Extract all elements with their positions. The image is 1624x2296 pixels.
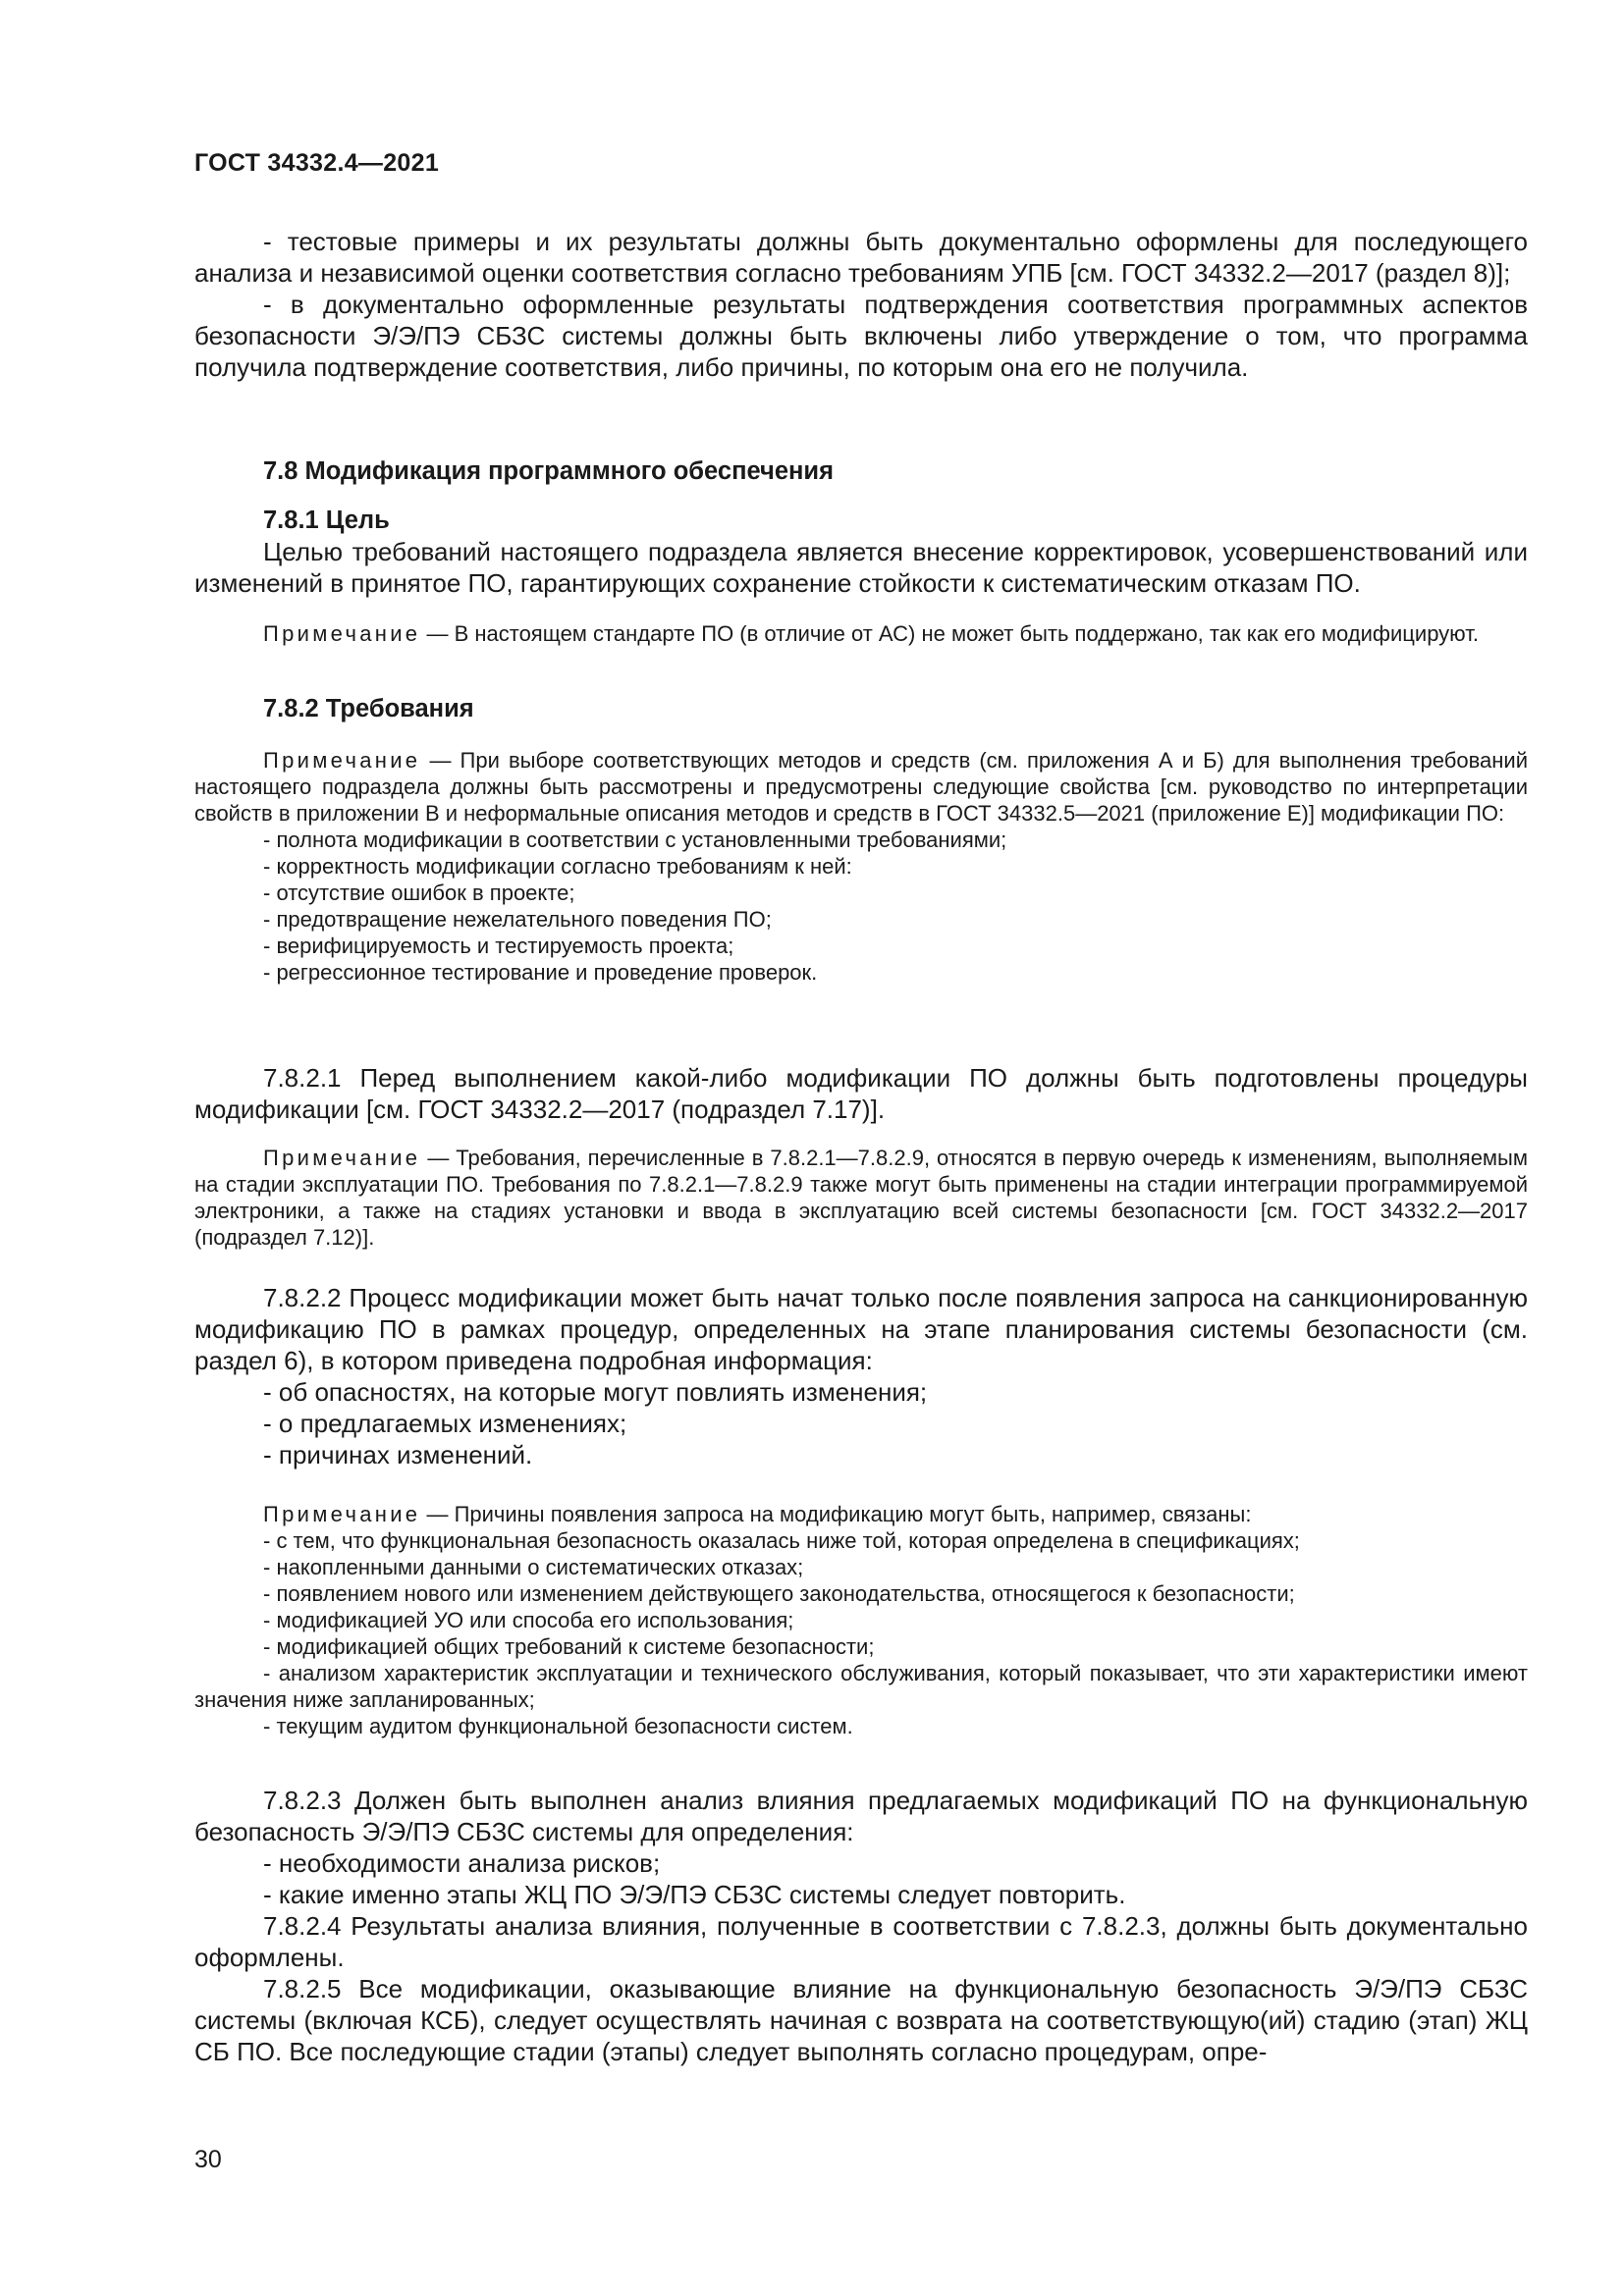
paragraph-7-8-2-4: 7.8.2.4 Результаты анализа влияния, полученные в соответствии с 7.8.2.3, должны быть документально оформлены. bbox=[194, 1911, 1528, 1972]
note-text: — Причины появления запроса на модификацию могут быть, например, связаны: bbox=[420, 1502, 1252, 1526]
paragraph-7-8-2-5: 7.8.2.5 Все модификации, оказывающие влияние на функциональную безопасность Э/Э/ПЭ СБЗС системы (включая КСБ), следует осуществлять начиная с возврата на соответствующую(ий) стадию (этап) ЖЦ СБ ПО. Все последующие стадии (этапы) следует выполнять согласно процедурам, опре- bbox=[194, 1974, 1528, 2066]
clause-7-8-2-1 bbox=[194, 1062, 1528, 1125]
list-item: - корректность модификации согласно требованиям к ней: bbox=[263, 854, 852, 879]
list-item: - текущим аудитом функциональной безопасности систем. bbox=[263, 1714, 853, 1738]
section-heading-7-8-1: 7.8.1 Цель bbox=[263, 507, 390, 534]
list-item: - об опасностях, на которые могут повлиять изменения; bbox=[263, 1377, 928, 1407]
section-7-8-1 bbox=[194, 505, 1528, 599]
paragraph-7-8-2-1: 7.8.2.1 Перед выполнением какой-либо модификации ПО должны быть подготовлены процедуры модификации [см. ГОСТ 34332.2—2017 (подраздел 7.17)]. bbox=[194, 1063, 1528, 1124]
note-text: — При выборе соответствующих методов и средств (см. приложения А и Б) для выполнения требований настоящего подраздела должны быть рассмотрены и предусмотрены следующие свойства [см. руководство по интерпретации свойств в приложении В и неформальные описания методов и средств в ГОСТ 34332.5—2021 (приложение Е)] модификации ПО: bbox=[194, 748, 1528, 826]
list-item: - отсутствие ошибок в проекте; bbox=[263, 881, 575, 905]
list-item: - верифицируемость и тестируемость проекта; bbox=[263, 934, 734, 958]
paragraph-confirmation-results: - в документально оформленные результаты подтверждения соответствия программных аспектов безопасности Э/Э/ПЭ СБЗС системы должны быть включены либо утверждение о том, что программа получила подтверждение соответствия, либо причины, по которым она его не получила. bbox=[194, 290, 1528, 382]
list-item: - регрессионное тестирование и проведение проверок. bbox=[263, 960, 818, 985]
note-text: — В настоящем стандарте ПО (в отличие от АС) не может быть поддержано, так как его модифицируют. bbox=[420, 621, 1479, 646]
clauses-7-8-2-3-to-5 bbox=[194, 1785, 1528, 2067]
document-header: ГОСТ 34332.4—2021 bbox=[194, 149, 440, 177]
list-item: - накопленными данными о систематических отказах; bbox=[263, 1555, 804, 1579]
list-item: - какие именно этапы ЖЦ ПО Э/Э/ПЭ СБЗС системы следует повторить. bbox=[263, 1880, 1126, 1909]
section-7-8-2 bbox=[194, 693, 1528, 724]
paragraph-7-8-2-3: 7.8.2.3 Должен быть выполнен анализ влияния предлагаемых модификаций ПО на функциональную безопасность Э/Э/ПЭ СБЗС системы для определения: bbox=[194, 1786, 1528, 1846]
note-text: — Требования, перечисленные в 7.8.2.1—7.8.2.9, относятся в первую очередь к изменениям, выполняемым на стадии эксплуатации ПО. Требования по 7.8.2.1—7.8.2.9 также могут быть применены на стадии интеграции программируемой электроники, а также на стадиях установки и ввода в эксплуатацию всей системы безопасности [см. ГОСТ 34332.2—2017 (подраздел 7.12)]. bbox=[194, 1146, 1528, 1250]
note-label: Примечание bbox=[263, 621, 421, 646]
list-item: - необходимости анализа рисков; bbox=[263, 1848, 661, 1878]
list-item: - модификацией общих требований к системе безопасности; bbox=[263, 1634, 875, 1659]
list-item: - о предлагаемых изменениях; bbox=[263, 1409, 627, 1438]
intro-paragraphs bbox=[194, 226, 1528, 383]
paragraph-7-8-2-2: 7.8.2.2 Процесс модификации может быть начат только после появления запроса на санкционированную модификацию ПО в рамках процедур, определенных на этапе планирования системы безопасности (см. раздел 6), в котором приведена подробная информация: bbox=[194, 1283, 1528, 1375]
list-item: - появлением нового или изменением действующего законодательства, относящегося к безопасности; bbox=[263, 1581, 1295, 1606]
section-heading-7-8: 7.8 Модификация программного обеспечения bbox=[263, 457, 834, 485]
note-paragraph bbox=[194, 1145, 1528, 1251]
note-label: Примечание bbox=[263, 1502, 421, 1526]
page-number: 30 bbox=[194, 2146, 222, 2173]
note-1 bbox=[194, 620, 1528, 647]
list-item: - с тем, что функциональная безопасность оказалась ниже той, которая определена в спецификациях; bbox=[263, 1528, 1300, 1553]
list-item: - причинах изменений. bbox=[263, 1440, 533, 1469]
list-item: - модификацией УО или способа его использования; bbox=[263, 1608, 794, 1632]
section-heading-7-8-2: 7.8.2 Требования bbox=[263, 695, 474, 722]
paragraph-test-examples: - тестовые примеры и их результаты должны быть документально оформлены для последующего анализа и независимой оценки соответствия согласно требованиям УПБ [см. ГОСТ 34332.2—2017 (раздел 8)]; bbox=[194, 227, 1528, 288]
note-paragraph bbox=[194, 620, 1528, 647]
paragraph-7-8-1: Целью требований настоящего подраздела является внесение корректировок, усовершенствований или изменений в принятое ПО, гарантирующих сохранение стойкости к систематическим отказам ПО. bbox=[194, 537, 1528, 598]
note-label: Примечание bbox=[263, 748, 421, 773]
note-4 bbox=[194, 1501, 1528, 1739]
list-item: - полнота модификации в соответствии с установленными требованиями; bbox=[263, 828, 1007, 852]
note-paragraph bbox=[194, 747, 1528, 827]
section-7-8 bbox=[194, 455, 1528, 487]
clause-7-8-2-2 bbox=[194, 1282, 1528, 1470]
list-item: - предотвращение нежелательного поведения ПО; bbox=[263, 907, 772, 932]
list-item: - анализом характеристик эксплуатации и технического обслуживания, который показывает, что эти характеристики имеют значения ниже запланированных; bbox=[194, 1661, 1528, 1712]
note-paragraph bbox=[194, 1501, 1528, 1527]
note-2 bbox=[194, 747, 1528, 986]
note-label: Примечание bbox=[263, 1146, 421, 1170]
note-3 bbox=[194, 1145, 1528, 1251]
